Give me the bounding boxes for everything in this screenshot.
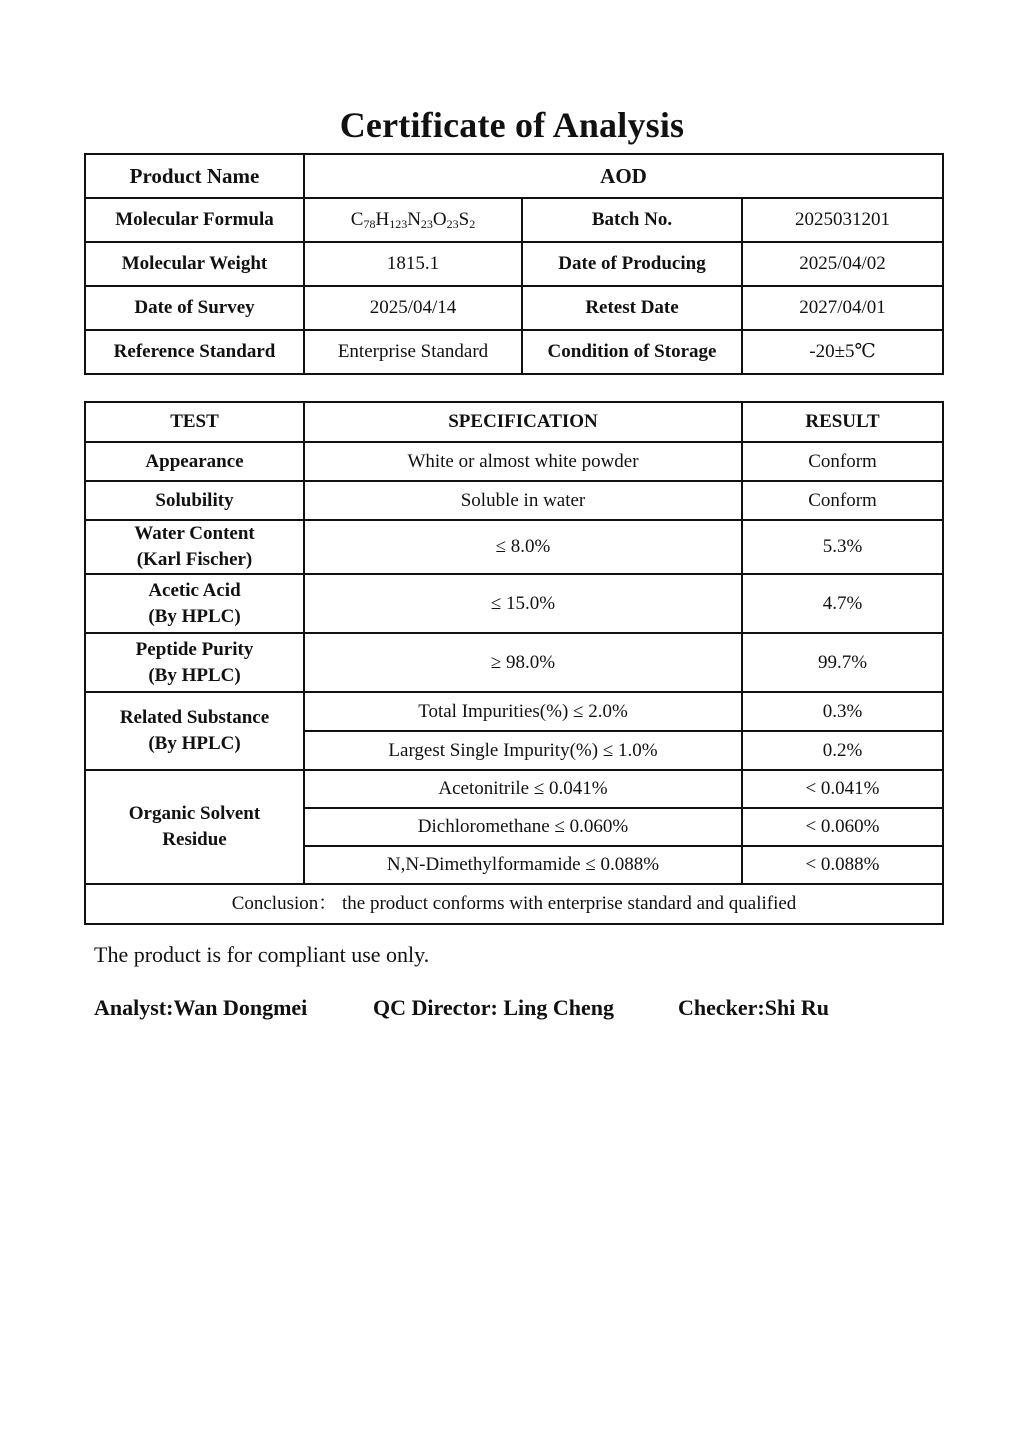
result-dimethylformamide: < 0.088% — [742, 846, 943, 884]
test-solubility: Solubility — [85, 481, 304, 520]
result-acetonitrile: < 0.041% — [742, 770, 943, 808]
test-peptide-purity — [85, 633, 304, 692]
formula-h: H — [375, 209, 390, 231]
formula-row — [85, 198, 943, 242]
qc-director-signature: QC Director: Ling Cheng — [373, 995, 614, 1020]
test-water-content-line2: (Karl Fischer) — [136, 549, 253, 570]
test-related-substance-line1: Related Substance — [119, 707, 270, 729]
compliance-note: The product is for compliant use only. — [94, 942, 430, 967]
retest-date-value: 2027/04/01 — [742, 286, 943, 330]
spec-water-content: ≤ 8.0% — [304, 520, 742, 574]
result-water-content: 5.3% — [742, 520, 943, 574]
test-organic-solvent — [85, 770, 304, 884]
test-acetic-acid-line2: (By HPLC) — [148, 605, 241, 627]
condition-of-storage-label: Condition of Storage — [522, 330, 742, 374]
result-total-impurities: 0.3% — [742, 692, 943, 731]
product-info-table — [84, 153, 944, 375]
product-name-row — [85, 154, 943, 198]
molecular-weight-label: Molecular Weight — [85, 242, 304, 286]
analyst-signature: Analyst:Wan Dongmei — [94, 995, 308, 1020]
reference-standard-value: Enterprise Standard — [304, 330, 522, 374]
table-row — [85, 442, 943, 481]
formula-s-count: 2 — [469, 217, 476, 232]
table-row — [85, 692, 943, 731]
test-related-substance-line2: (By HPLC) — [148, 733, 241, 754]
formula-h-count: 123 — [389, 217, 408, 232]
document-title: Certificate of Analysis — [339, 105, 685, 145]
result-largest-single-impurity: 0.2% — [742, 731, 943, 770]
spec-dimethylformamide: N,N-Dimethylformamide ≤ 0.088% — [304, 846, 742, 884]
formula-o: O — [432, 209, 447, 231]
header-specification: SPECIFICATION — [304, 402, 742, 442]
survey-row — [85, 286, 943, 330]
spec-solubility: Soluble in water — [304, 481, 742, 520]
test-water-content-line1: Water Content — [134, 523, 255, 545]
product-name-label: Product Name — [85, 154, 304, 198]
spec-peptide-purity: ≥ 98.0% — [304, 633, 742, 692]
conclusion-row — [85, 884, 943, 924]
formula-c-count: 78 — [363, 217, 376, 232]
molecular-formula-label: Molecular Formula — [85, 198, 304, 242]
result-peptide-purity: 99.7% — [742, 633, 943, 692]
test-peptide-purity-line1: Peptide Purity — [135, 638, 254, 660]
molecular-formula-value — [304, 198, 522, 242]
test-organic-solvent-line1: Organic Solvent — [128, 803, 261, 825]
formula-n-count: 23 — [420, 217, 433, 232]
formula-o-count: 23 — [446, 217, 459, 232]
header-test: TEST — [85, 402, 304, 442]
test-peptide-purity-line2: (By HPLC) — [148, 664, 241, 686]
test-appearance: Appearance — [85, 442, 304, 481]
result-solubility: Conform — [742, 481, 943, 520]
spec-appearance: White or almost white powder — [304, 442, 742, 481]
test-organic-solvent-line2: Residue — [162, 829, 227, 850]
test-results-table — [84, 401, 944, 925]
table-row — [85, 574, 943, 633]
spec-acetonitrile: Acetonitrile ≤ 0.041% — [304, 770, 742, 808]
result-appearance: Conform — [742, 442, 943, 481]
test-related-substance — [85, 692, 304, 770]
formula-c: C — [350, 209, 364, 231]
spec-dichloromethane: Dichloromethane ≤ 0.060% — [304, 808, 742, 846]
table-row — [85, 633, 943, 692]
test-acetic-acid-line1: Acetic Acid — [148, 579, 241, 601]
checker-signature: Checker:Shi Ru — [678, 995, 829, 1020]
spec-acetic-acid: ≤ 15.0% — [304, 574, 742, 633]
test-water-content — [85, 520, 304, 574]
product-name-value: AOD — [304, 154, 943, 198]
spec-largest-single-impurity: Largest Single Impurity(%) ≤ 1.0% — [304, 731, 742, 770]
retest-date-label: Retest Date — [522, 286, 742, 330]
test-acetic-acid — [85, 574, 304, 633]
condition-of-storage-value: -20±5℃ — [742, 330, 943, 374]
date-of-producing-value: 2025/04/02 — [742, 242, 943, 286]
batch-no-value: 2025031201 — [742, 198, 943, 242]
formula-s: S — [458, 209, 470, 231]
molecular-weight-value: 1815.1 — [304, 242, 522, 286]
conclusion: Conclusion： the product conforms with enterprise standard and qualified — [85, 884, 943, 924]
reference-row — [85, 330, 943, 374]
table-row — [85, 520, 943, 574]
header-result: RESULT — [742, 402, 943, 442]
reference-standard-label: Reference Standard — [85, 330, 304, 374]
header-row — [85, 402, 943, 442]
date-of-survey-label: Date of Survey — [85, 286, 304, 330]
date-of-survey-value: 2025/04/14 — [304, 286, 522, 330]
result-dichloromethane: < 0.060% — [742, 808, 943, 846]
table-row — [85, 770, 943, 808]
date-of-producing-label: Date of Producing — [522, 242, 742, 286]
result-acetic-acid: 4.7% — [742, 574, 943, 633]
weight-row — [85, 242, 943, 286]
table-row — [85, 481, 943, 520]
formula-n: N — [407, 209, 421, 231]
batch-no-label: Batch No. — [522, 198, 742, 242]
spec-total-impurities: Total Impurities(%) ≤ 2.0% — [304, 692, 742, 731]
